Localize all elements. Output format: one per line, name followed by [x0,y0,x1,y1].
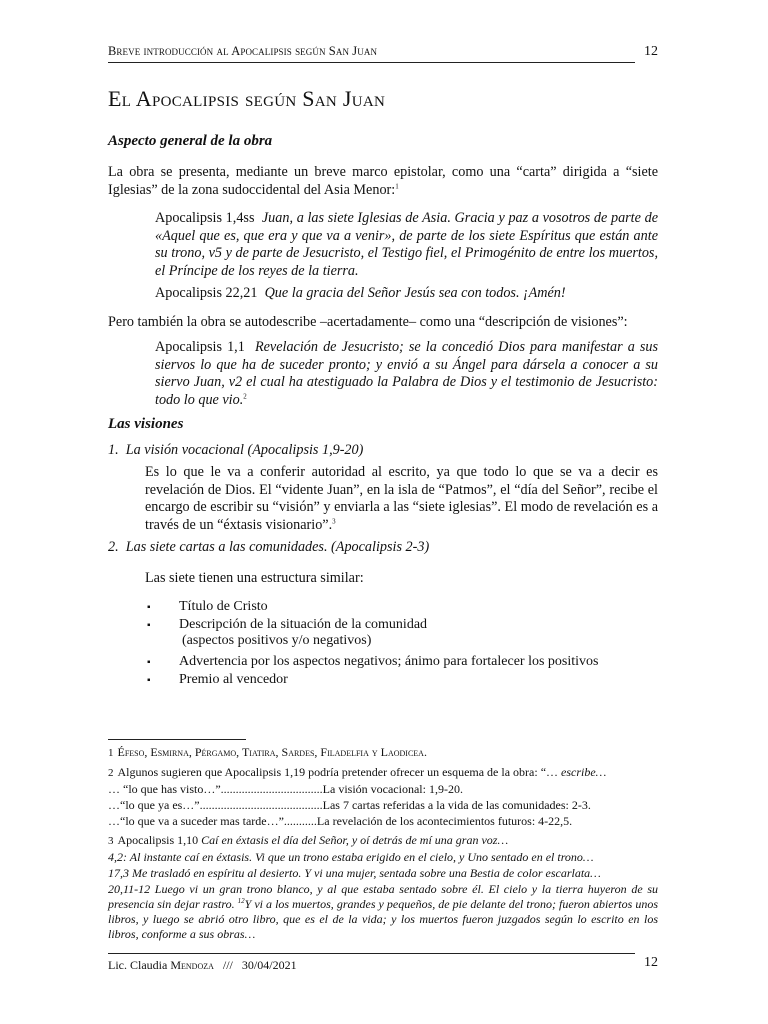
bullet-item: Descripción de la situación de la comunidad [179,617,428,632]
bullet-marker: ▪ [147,602,151,613]
bullet-item: Título de Cristo [179,599,268,614]
footnote-ref-2[interactable]: 2 [243,391,247,400]
footnote-1: 1 Éfeso, Esmirna, Pérgamo, Tiatira, Sardes, Filadelfia y Laodicea. [108,745,427,759]
footnote-separator [108,739,246,740]
bullet-marker: ▪ [147,675,151,686]
page-title: El Apocalipsis según San Juan [108,86,386,111]
footnote-2: 2 Algunos sugieren que Apocalipsis 1,19 podría pretender ofrecer un esquema de la obra: “… escribe… [108,765,607,779]
bullet-marker: ▪ [147,620,151,631]
footer-page-number: 12 [644,955,658,970]
list-item-1-text: Es lo que le va a conferir autoridad al escrito, ya que todo lo que se va a decir es revelación de Dios. El “vidente Juan”, en la isla de “Patmos”, el “día del Señor”, recibe el encargo de escribir su “visión” y enviarla a las “siete iglesias”. El modo de revelación es a través de un “éxtasis visionario”.$^3$ [145,464,658,533]
section-heading-visiones: Las visiones [108,416,184,432]
footnote-ref-3[interactable]: 3 [332,516,336,525]
bullet-item-continuation: (aspectos positivos y/o negativos) [182,633,372,648]
paragraph-visiones: Pero también la obra se autodescribe –acertadamente– como una “descripción de visiones”: [108,314,628,330]
quote-apocalipsis-1-1: Apocalipsis 1,1 Revelación de Jesucristo; se la concedió Dios para manifestar a sus siervos lo que ha de suceder pronto; y envió a su Ángel para dársela a conocer a su siervo Juan, v2 el cual ha atestiguado la Palabra de Dios y el testimonio de Jesucristo: todo lo que vio.$^2$ [155,339,658,408]
bullet-marker: ▪ [147,657,151,668]
footnote-2-line: …“lo que va a suceder mas tarde…”...........La revelación de los acontecimientos futuros: 4-22,5. [108,814,573,828]
header-rule [108,62,635,63]
list-item-2-text: Las siete tienen una estructura similar: [145,570,364,586]
bullet-item: Premio al vencedor [179,672,288,687]
footnote-3-line: 17,3 Me trasladó en espíritu al desierto. Y vi una mujer, sentada sobre una Bestia de color escarlata… [108,866,601,880]
footnote-ref-1[interactable]: 1 [395,181,399,190]
footnote-2-line: …“lo que ya es…”.........................................Las 7 cartas referidas a la vida de las comunidades: 2-3. [108,798,591,812]
footnote-3: 3 Apocalipsis 1,10 Caí en éxtasis el día del Señor, y oí detrás de mí una gran voz… [108,833,509,847]
bullet-item: Advertencia por los aspectos negativos; ánimo para fortalecer los positivos [179,654,599,669]
footer-author: Lic. Claudia Mendoza /// 30/04/2021 [108,958,297,972]
list-item-1-heading: 1. La visión vocacional (Apocalipsis 1,9-20) [108,442,364,458]
footnote-3-paragraph: 20,11-12 Luego vi un gran trono blanco, y al que estaba sentado sobre él. El cielo y la tierra huyeron de su presencia sin dejar rastro. $^{12}$Y vi a los muertos, grandes y pequeños, de pie delante del trono; fueron abiertos unos libros, y luego se abrió otro libro, que es el de la vida; y los muertos fueron juzgados según lo escrito en los libros, conforme a sus obras… [108,882,658,941]
footnote-2-line: … “lo que has visto…”..................................La visión vocacional: 1,9-20. [108,782,463,796]
quote-apocalipsis-22-21: Apocalipsis 22,21 Que la gracia del Señor Jesús sea con todos. ¡Amén! [155,285,566,301]
header-page-number: 12 [644,44,658,59]
footer-rule [108,953,635,954]
section-heading-aspecto: Aspecto general de la obra [108,133,273,149]
list-item-2-heading: 2. Las siete cartas a las comunidades. (Apocalipsis 2-3) [108,539,430,555]
intro-paragraph: La obra se presenta, mediante un breve marco epistolar, como una “carta” dirigida a “siete Iglesias” de la zona sudoccidental del Asia Menor:$^1$ [108,164,658,198]
running-header: Breve introducción al Apocalipsis según San Juan [108,44,378,58]
quote-apocalipsis-1-4: Apocalipsis 1,4ss Juan, a las siete Iglesias de Asia. Gracia y paz a vosotros de parte de «Aquel que es, que era y que va a venir», de parte de los siete Espíritus que están ante su trono, v5 y de parte de Jesucristo, el Testigo fiel, el Primogénito de entre los muertos, el Príncipe de los reyes de la tierra. [155,210,659,279]
footnote-3-line: 4,2: Al instante caí en éxtasis. Vi que un trono estaba erigido en el cielo, y Uno sentado en el trono… [108,850,594,864]
